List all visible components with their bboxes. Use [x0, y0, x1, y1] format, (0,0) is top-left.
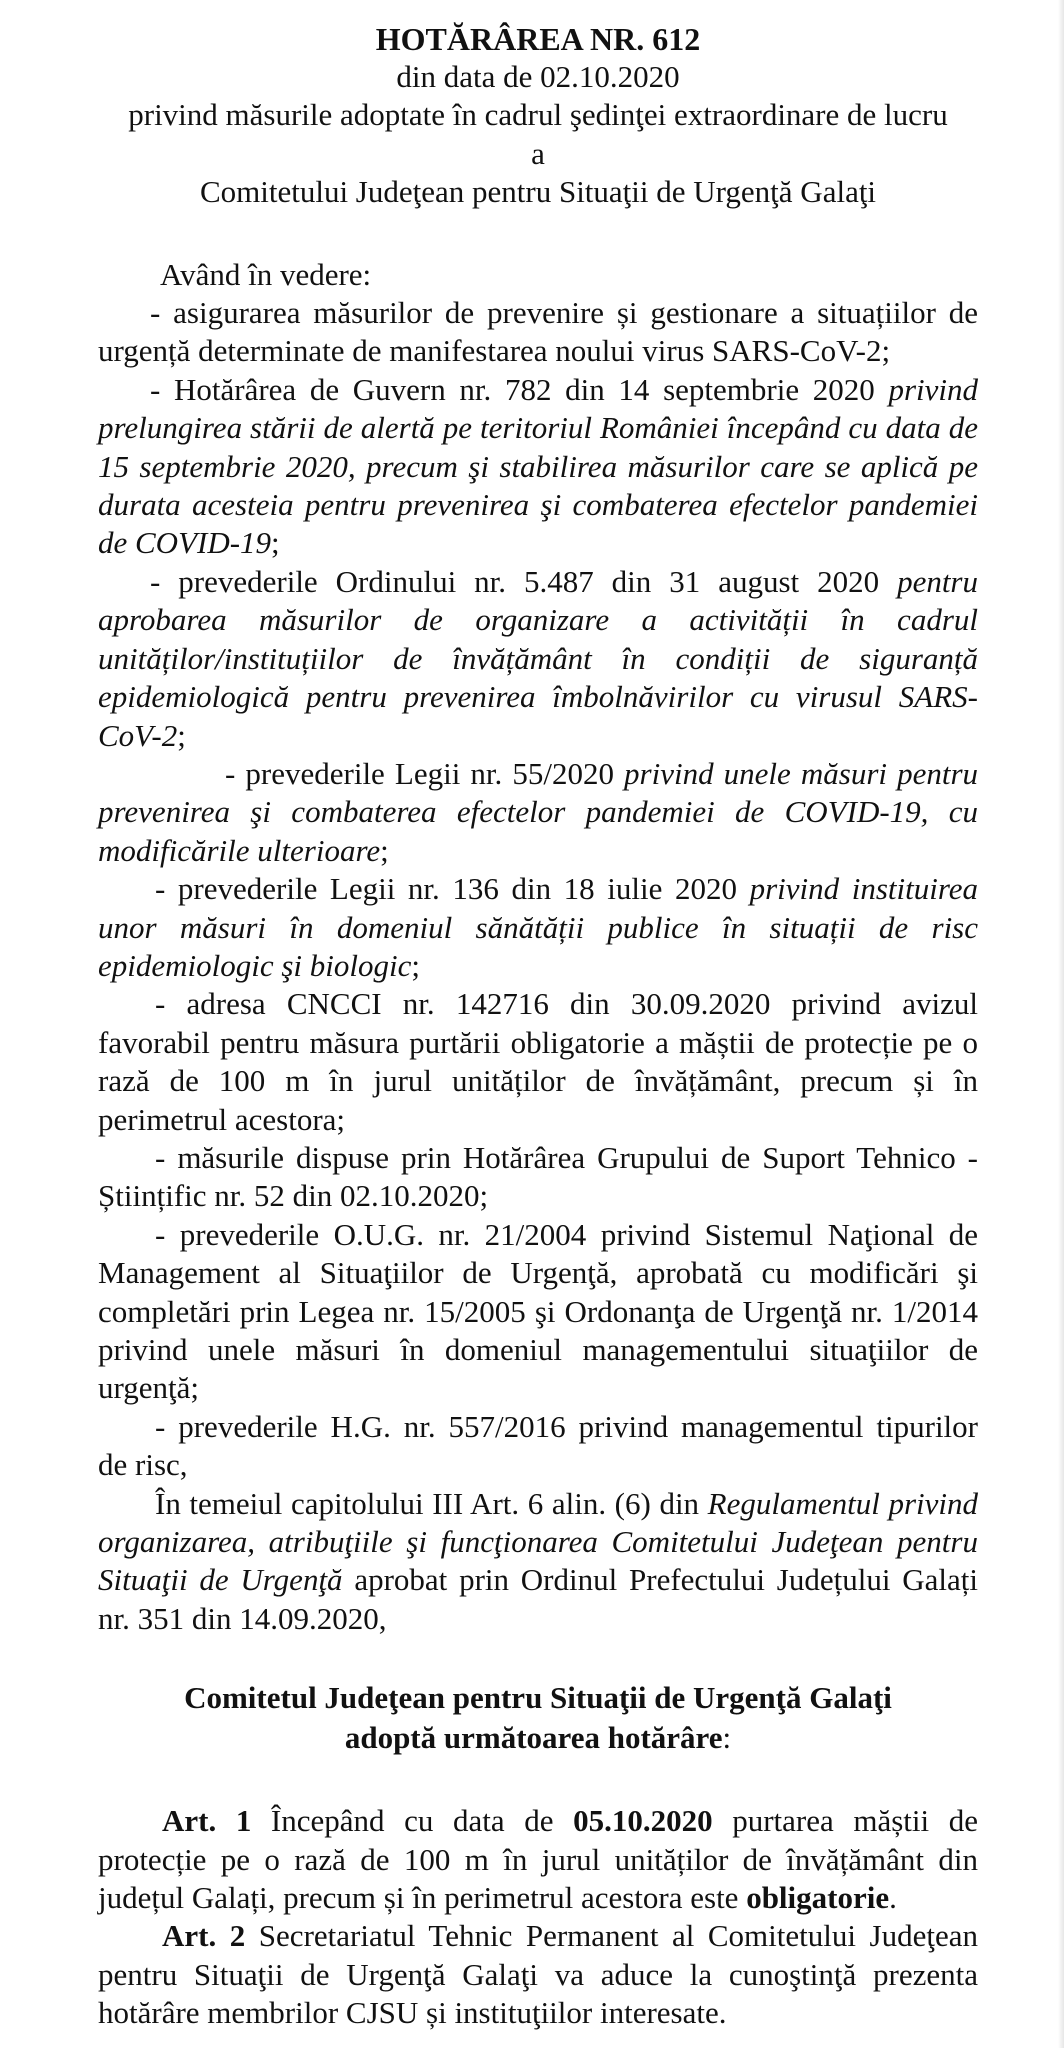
- article-1: Art. 1 Începând cu data de 05.10.2020 purtarea măștii de protecție pe o rază de 100 m în jurul unităților de învățământ din județul Galați, precum și în perimetrul acestora este obligatorie.: [98, 1803, 978, 1916]
- page-edge-shadow: [1058, 0, 1064, 2048]
- adoption-statement: [98, 1678, 978, 1758]
- articles-section: [98, 1802, 978, 2032]
- consideration-item: - prevederile H.G. nr. 557/2016 privind managementul tipurilor de risc,: [98, 1408, 978, 1483]
- article-2: Art. 2 Secretariatul Tehnic Permanent al Comitetului Judeţean pentru Situaţii de Urgenţă Galaţi va aduce la cunoştinţă prezenta hotărâre membrilor CJSU și instituţiilor interesate.: [98, 1918, 978, 2031]
- document-header: [98, 20, 978, 212]
- adoption-committee: Comitetul Judeţean pentru Situaţii de Urgenţă Galaţi: [184, 1680, 892, 1716]
- decision-subject: privind măsurile adoptate în cadrul şedinţei extraordinare de lucru: [128, 97, 948, 133]
- obligation-word: obligatorie: [746, 1880, 890, 1916]
- adoption-decision: adoptă următoarea hotărâre:: [344, 1720, 732, 1756]
- decision-subject-committee: Comitetului Judeţean pentru Situaţii de Urgenţă Galaţi: [199, 174, 877, 210]
- consideration-item: - măsurile dispuse prin Hotărârea Grupului de Suport Tehnico - Științific nr. 52 din 02.10.2020;: [98, 1139, 979, 1214]
- decision-title: HOTĂRÂREA NR. 612: [375, 21, 701, 57]
- effective-date: 05.10.2020: [573, 1803, 713, 1839]
- decision-subject-connector: a: [531, 135, 545, 171]
- consideration-item: - asigurarea măsurilor de prevenire și gestionare a situațiilor de urgență determinate de manifestarea noului virus SARS-CoV-2;: [98, 295, 979, 369]
- consideration-item: - adresa CNCCI nr. 142716 din 30.09.2020 privind avizul favorabil pentru măsura purtării obligatorie a măștii de protecție pe o rază de 100 m în jurul unităților de învățământ, precum și în perimetrul acestora;: [98, 986, 978, 1137]
- consideration-item: - prevederile Legii nr. 136 din 18 iulie 2020 privind instituirea unor măsuri în domeniul sănătății publice în situații de risc epidemiologic şi biologic;: [98, 871, 979, 983]
- consideration-item: - Hotărârea de Guvern nr. 782 din 14 septembrie 2020 privind prelungirea stării de alertă pe teritoriul României începând cu data de 15 septembrie 2020, precum şi stabilirea măsurilor care se aplică pe durata acesteia pentru prevenirea şi combaterea efectelor pandemiei de COVID-19;: [98, 371, 978, 561]
- consideration-item: - prevederile Legii nr. 55/2020 privind unele măsuri pentru prevenirea şi combaterea efectelor pandemiei de COVID-19, cu modificările ulterioare;: [98, 755, 979, 868]
- legal-basis: În temeiul capitolului III Art. 6 alin. (6) din Regulamentul privind organizarea, atribuţiile şi funcţionarea Comitetului Judeţean pentru Situaţii de Urgenţă aprobat prin Ordinul Prefectului Județului Galați nr. 351 din 14.09.2020,: [98, 1485, 979, 1636]
- article-label: Art. 1: [162, 1803, 252, 1839]
- considerations-section: [98, 256, 978, 1639]
- considerations-intro: Având în vedere:: [160, 256, 372, 292]
- consideration-item: - prevederile Ordinului nr. 5.487 din 31 august 2020 pentru aprobarea măsurilor de organizare a activității în cadrul unităților/instituțiilor de învățământ în condiții de siguranță epidemiologică pentru prevenirea îmbolnăvirilor cu virusul SARS-CoV-2;: [98, 563, 978, 753]
- decision-date: din data de 02.10.2020: [396, 59, 680, 94]
- consideration-item: - prevederile O.U.G. nr. 21/2004 privind Sistemul Naţional de Management al Situaţiilor de Urgenţă, aprobată cu modificări şi completări prin Legea nr. 15/2005 şi Ordonanţa de Urgenţă nr. 1/2014 privind unele măsuri în domeniul managementului situaţiilor de urgenţă;: [98, 1216, 978, 1406]
- article-label: Art. 2: [162, 1918, 246, 1954]
